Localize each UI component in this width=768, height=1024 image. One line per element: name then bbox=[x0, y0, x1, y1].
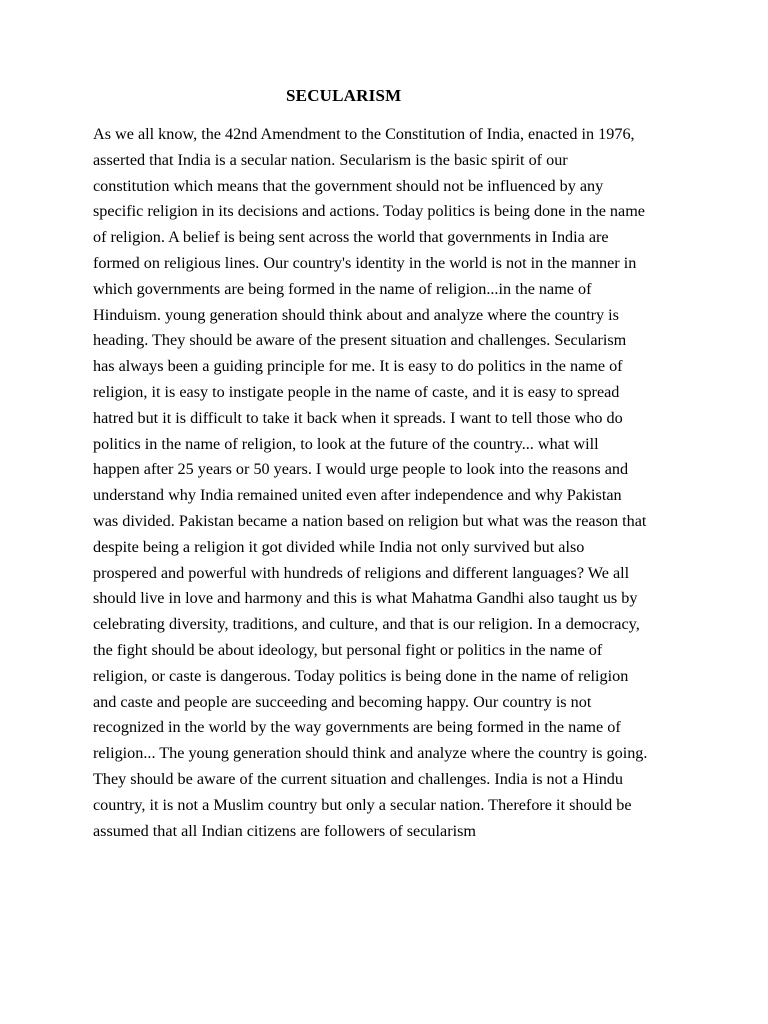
body-line: should live in love and harmony and this is what Mahatma Gandhi also taught us by bbox=[93, 589, 638, 608]
body-line: hatred but it is difficult to take it back when it spreads. I want to tell those who do bbox=[93, 408, 623, 427]
body-line: of religion. A belief is being sent across the world that governments in India are bbox=[93, 228, 609, 247]
body-line: despite being a religion it got divided while India not only survived but also bbox=[93, 537, 585, 556]
document-body bbox=[93, 122, 693, 844]
body-line: religion, it is easy to instigate people in the name of caste, and it is easy to spread bbox=[93, 382, 620, 401]
body-line: prospered and powerful with hundreds of religions and different languages? We all bbox=[93, 563, 630, 582]
body-line: has always been a guiding principle for me. It is easy to do politics in the name of bbox=[93, 357, 623, 376]
body-line: country, it is not a Muslim country but only a secular nation. Therefore it should be bbox=[93, 795, 632, 814]
body-line: religion... The young generation should think and analyze where the country is going. bbox=[93, 744, 648, 763]
body-line: formed on religious lines. Our country's identity in the world is not in the manner in bbox=[93, 253, 637, 272]
body-line: specific religion in its decisions and actions. Today politics is being done in the name bbox=[93, 202, 645, 221]
body-line: As we all know, the 42nd Amendment to the Constitution of India, enacted in 1976, bbox=[93, 125, 635, 143]
body-line: They should be aware of the current situation and challenges. India is not a Hindu bbox=[93, 769, 623, 788]
body-line: recognized in the world by the way governments are being formed in the name of bbox=[93, 718, 621, 737]
body-line: which governments are being formed in the name of religion...in the name of bbox=[93, 279, 592, 298]
body-line: politics in the name of religion, to look at the future of the country... what will bbox=[93, 434, 599, 453]
body-line: and caste and people are succeeding and becoming happy. Our country is not bbox=[93, 692, 592, 711]
document-title: SECULARISM bbox=[286, 86, 402, 105]
body-line: Hinduism. young generation should think about and analyze where the country is bbox=[93, 305, 619, 324]
body-line: celebrating diversity, traditions, and culture, and that is our religion. In a democracy, bbox=[93, 615, 640, 634]
body-line: was divided. Pakistan became a nation based on religion but what was the reason that bbox=[93, 511, 647, 530]
body-line: happen after 25 years or 50 years. I would urge people to look into the reasons and bbox=[93, 460, 629, 479]
body-line: religion, or caste is dangerous. Today politics is being done in the name of religion bbox=[93, 666, 629, 685]
body-line: understand why India remained united even after independence and why Pakistan bbox=[93, 486, 622, 505]
body-line: constitution which means that the government should not be influenced by any bbox=[93, 176, 604, 195]
body-line: the fight should be about ideology, but personal fight or politics in the name of bbox=[93, 640, 603, 659]
body-line: asserted that India is a secular nation. Secularism is the basic spirit of our bbox=[93, 150, 568, 169]
body-line: heading. They should be aware of the present situation and challenges. Secularism bbox=[93, 331, 627, 350]
body-line: assumed that all Indian citizens are followers of secularism bbox=[93, 821, 476, 840]
